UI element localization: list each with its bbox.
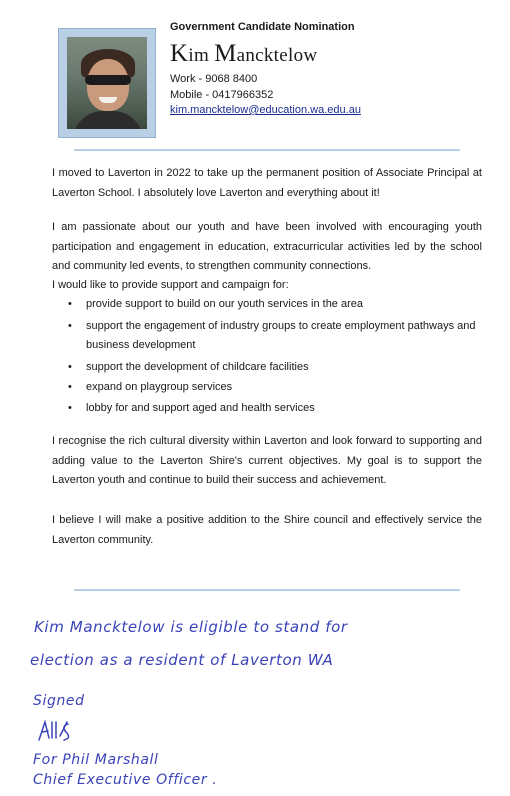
handwritten-for-line: For Phil Marshall: [33, 752, 159, 768]
candidate-photo: [67, 37, 147, 129]
signature-mark: [36, 718, 86, 746]
handwritten-eligibility-line2: election as a resident of Laverton WA: [30, 651, 334, 669]
campaign-list: [52, 295, 482, 418]
list-item: • provide support to build on our youth services in the area: [68, 298, 363, 310]
email-link[interactable]: kim.mancktelow@education.wa.edu.au: [170, 104, 361, 116]
list-item: • expand on playgroup services: [68, 381, 233, 393]
statement-closing: I believe I will make a positive addition to the Shire council and effectively service the Laverton community.: [52, 514, 482, 546]
divider-top: [74, 149, 460, 151]
campaign-lead: I would like to provide support and campaign for:: [52, 279, 289, 291]
work-phone: Work - 9068 8400: [170, 73, 258, 85]
candidate-photo-frame: [58, 28, 156, 138]
statement-diversity: I recognise the rich cultural diversity within Laverton and look forward to supporting and adding value to the Laverton Shire's current objectives. My goal is to support the Laverton youth and continue to build their success and achievement.: [52, 435, 482, 486]
candidate-name: Kim Mancktelow: [170, 40, 318, 67]
list-item: • support the engagement of industry groups to create employment pathways and business development: [68, 319, 476, 351]
handwritten-signed-label: Signed: [33, 693, 85, 709]
divider-bottom: [74, 589, 460, 591]
nomination-title: Government Candidate Nomination: [170, 21, 355, 33]
list-item: • lobby for and support aged and health services: [68, 401, 315, 414]
statement-passion: I am passionate about our youth and have been involved with encouraging youth participation and engagement in education, extracurricular activities led by the school and community led events, to strengthen community connections.: [52, 221, 482, 272]
list-item: • support the development of childcare facilities: [68, 360, 309, 373]
statement-intro: I moved to Laverton in 2022 to take up the permanent position of Associate Principal at Laverton School. I absolutely love Laverton and everything about it!: [52, 167, 482, 199]
handwritten-title-line: Chief Executive Officer .: [33, 772, 218, 788]
handwritten-eligibility-line1: Kim Mancktelow is eligible to stand for: [34, 618, 348, 636]
mobile-phone: Mobile - 0417966352: [170, 89, 274, 101]
